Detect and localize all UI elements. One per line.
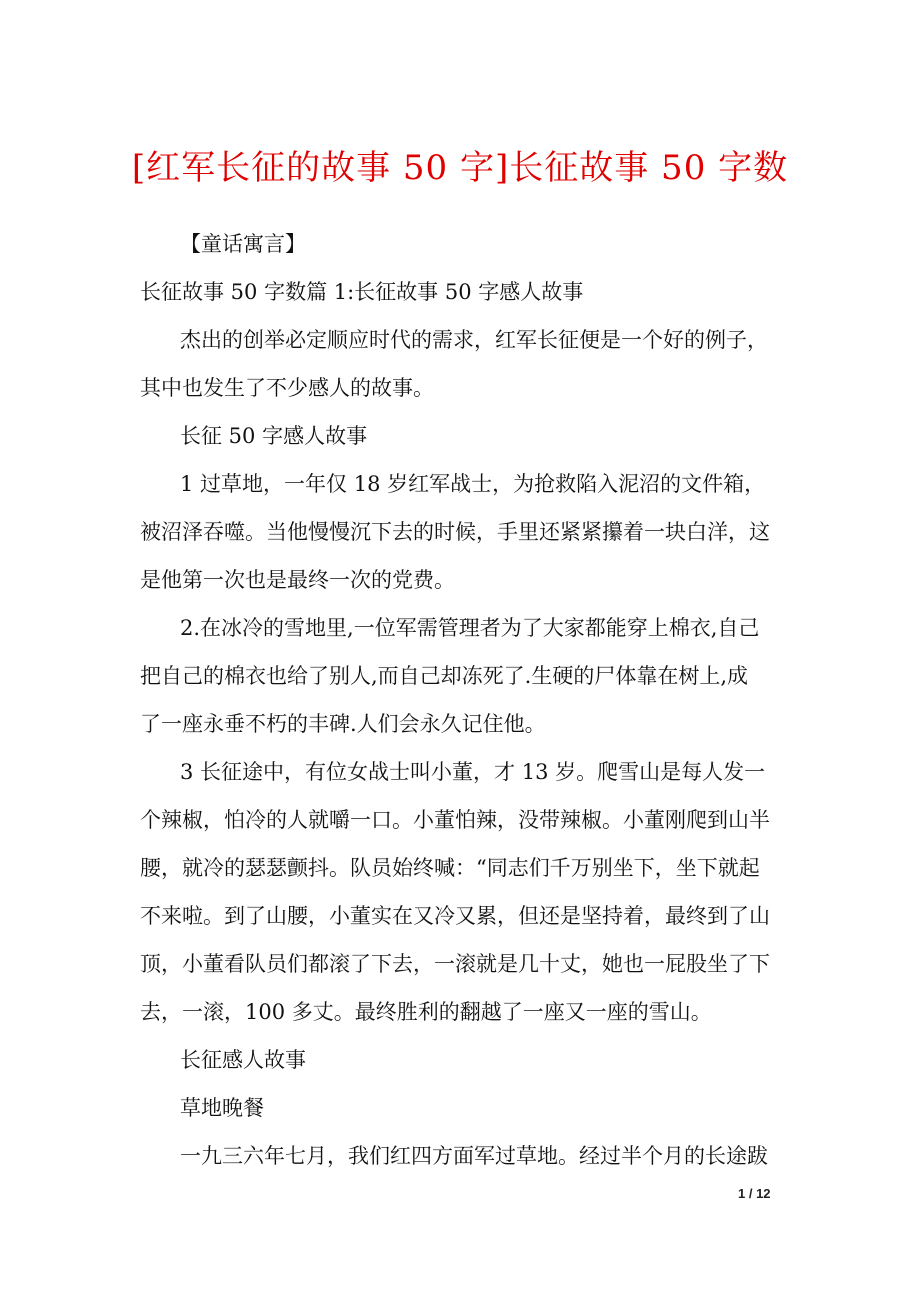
text-line: 不来啦。到了山腰，小董实在又冷又累，但还是坚持着，最终到了山 (140, 904, 770, 928)
paragraph-story-3 (140, 756, 790, 1028)
paragraph-subheading (140, 420, 790, 452)
text-line: 去，一滚，100 多丈。最终胜利的翻越了一座又一座的雪山。 (140, 1000, 712, 1024)
paragraph-story-2 (140, 612, 790, 740)
text-line: 2.在冰冷的雪地里,一位军需管理者为了大家都能穿上棉衣,自己 (180, 616, 760, 640)
page-number: 1 / 12 (738, 1186, 771, 1201)
text-line: 【童话寓言】 (180, 232, 306, 256)
paragraph-section-heading (140, 276, 790, 308)
text-line: 把自己的棉衣也给了别人,而自己却冻死了.生硬的尸体靠在树上,成 (140, 664, 749, 688)
text-line: 1 过草地，一年仅 18 岁红军战士，为抢救陷入泥沼的文件箱， (180, 472, 766, 496)
document-title: [红军长征的故事 50 字]长征故事 50 字数 (131, 148, 789, 188)
text-line: 长征故事 50 字数篇 1:长征故事 50 字感人故事 (140, 280, 584, 304)
text-line: 长征感人故事 (180, 1048, 306, 1072)
paragraph-intro (140, 324, 790, 404)
paragraph-story-title (140, 1092, 790, 1124)
paragraph-story-1 (140, 468, 790, 596)
text-line: 其中也发生了不少感人的故事。 (140, 376, 434, 400)
text-line: 长征 50 字感人故事 (180, 424, 368, 448)
text-line: 腰，就冷的瑟瑟颤抖。队员始终喊：“同志们千万别坐下，坐下就起 (140, 856, 760, 880)
text-line: 3 长征途中，有位女战士叫小董，才 13 岁。爬雪山是每人发一 (180, 760, 766, 784)
text-line: 一九三六年七月，我们红四方面军过草地。经过半个月的长途跋 (180, 1144, 768, 1168)
text-line: 了一座永垂不朽的丰碑.人们会永久记住他。 (140, 712, 546, 736)
text-line: 草地晚餐 (180, 1096, 264, 1120)
text-line: 杰出的创举必定顺应时代的需求，红军长征便是一个好的例子， (180, 328, 768, 352)
text-line: 顶，小董看队员们都滚了下去，一滚就是几十丈，她也一屁股坐了下 (140, 952, 770, 976)
paragraph-subheading-2 (140, 1044, 790, 1076)
paragraph-category (140, 228, 790, 260)
paragraph-story-4 (140, 1140, 790, 1172)
document-body (140, 228, 790, 1188)
text-line: 是他第一次也是最终一次的党费。 (140, 568, 455, 592)
text-line: 被沼泽吞噬。当他慢慢沉下去的时候，手里还紧紧攥着一块白洋，这 (140, 520, 770, 544)
text-line: 个辣椒，怕冷的人就嚼一口。小董怕辣，没带辣椒。小董刚爬到山半 (140, 808, 770, 832)
